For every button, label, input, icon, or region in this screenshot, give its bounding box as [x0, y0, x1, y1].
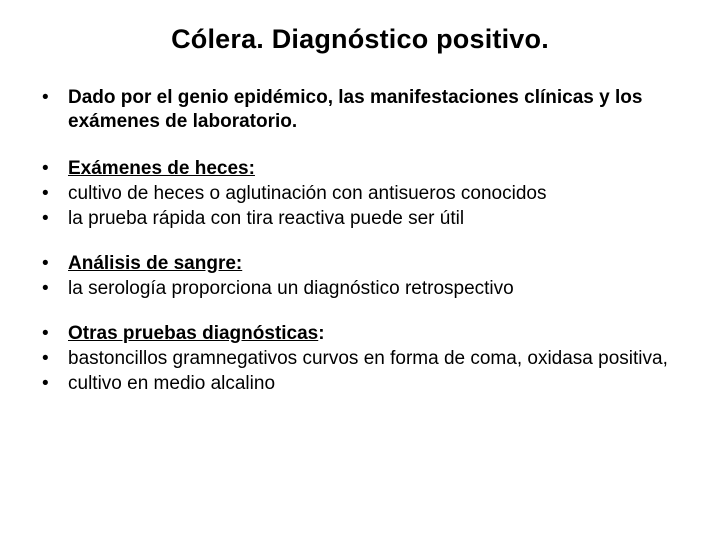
group-spacer: [36, 302, 696, 322]
bullet-group-heces: [36, 157, 696, 231]
bullet-icon: •: [42, 253, 49, 274]
group-spacer: [36, 135, 696, 157]
bullet-group-intro: [36, 86, 696, 134]
bullet-group-otras: [36, 322, 696, 396]
list-item: [36, 207, 696, 231]
list-item-label: Dado por el genio epidémico, las manifestaciones clínicas y los exámenes de laboratorio.: [68, 87, 643, 132]
list-item-label: Otras pruebas diagnósticas: [68, 323, 319, 344]
list-item: [36, 182, 696, 206]
list-item-label: la prueba rápida con tira reactiva puede ser útil: [68, 208, 465, 229]
list-item: [36, 277, 696, 301]
list-item-label: Análisis de sangre:: [68, 253, 243, 274]
bullet-icon: •: [42, 158, 49, 179]
list-item-heading: [36, 322, 696, 346]
bullet-icon: •: [42, 278, 49, 299]
slide-body: [36, 86, 696, 397]
list-item-heading: [36, 252, 696, 276]
list-item: [36, 347, 696, 371]
bullet-icon: •: [42, 183, 49, 204]
list-item-heading: [36, 157, 696, 181]
list-item-label: bastoncillos gramnegativos curvos en forma de coma, oxidasa positiva,: [68, 348, 668, 369]
list-item-label-tail: :: [318, 323, 325, 344]
group-spacer: [36, 232, 696, 252]
page-title: Cólera. Diagnóstico positivo.: [171, 24, 549, 54]
list-item-label: cultivo de heces o aglutinación con antisueros conocidos: [68, 183, 547, 204]
bullet-icon: •: [42, 208, 49, 229]
bullet-icon: •: [42, 373, 49, 394]
list-item-label: la serología proporciona un diagnóstico retrospectivo: [68, 278, 514, 299]
bullet-icon: •: [42, 87, 49, 108]
bullet-icon: •: [42, 348, 49, 369]
bullet-group-sangre: [36, 252, 696, 301]
list-item-label: Exámenes de heces:: [68, 158, 255, 179]
bullet-icon: •: [42, 323, 49, 344]
list-item-label: cultivo en medio alcalino: [68, 373, 276, 394]
list-item: [36, 372, 696, 396]
list-item: [36, 86, 696, 134]
